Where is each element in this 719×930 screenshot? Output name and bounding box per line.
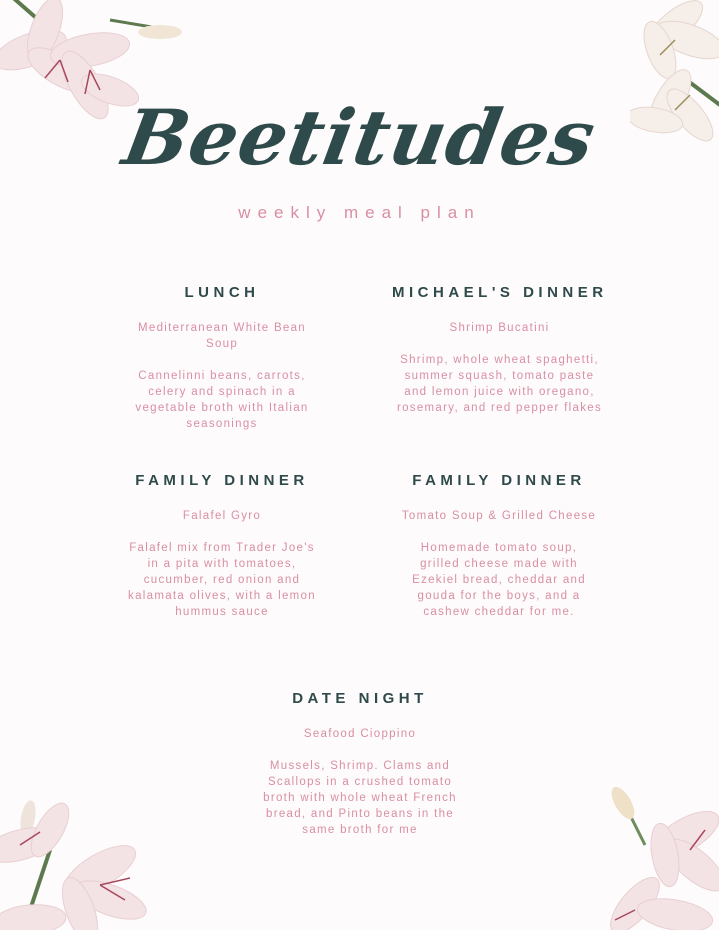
michaels-dinner-section xyxy=(392,284,607,416)
section-heading: MICHAEL'S DINNER xyxy=(392,284,608,301)
dish-name: Seafood Cioppino xyxy=(303,728,417,740)
dish-name: Tomato Soup & Grilled Cheese xyxy=(401,510,597,522)
dish-description: Mussels, Shrimp. Clams and Scallops in a crushed tomato broth with whole wheat French bread, and Pinto beans in the same broth for me xyxy=(263,760,457,836)
section-heading: LUNCH xyxy=(184,284,260,301)
dish-name: Falafel Gyro xyxy=(182,510,262,522)
lily-flower-icon xyxy=(0,790,170,930)
section-heading: DATE NIGHT xyxy=(292,690,428,707)
dish-description: Falafel mix from Trader Joe's in a pita with tomatoes, cucumber, red onion and kalamata olives, with a lemon hummus sauce xyxy=(128,542,316,618)
family-dinner-section xyxy=(122,472,322,620)
section-heading: FAMILY DINNER xyxy=(135,472,309,489)
family-dinner-section-2 xyxy=(400,472,598,620)
dish-name: Shrimp Bucatini xyxy=(449,322,550,334)
lunch-section xyxy=(122,284,322,432)
page-subtitle: weekly meal plan xyxy=(238,203,481,222)
page-title: Beetitudes xyxy=(116,93,603,182)
date-night-section xyxy=(262,690,458,838)
dish-description: Homemade tomato soup, grilled cheese made with Ezekiel bread, cheddar and gouda for the boys, and a cashew cheddar for me. xyxy=(412,542,586,618)
dish-description: Cannelinni beans, carrots, celery and spinach in a vegetable broth with Italian seasonings xyxy=(135,370,309,430)
dish-name: Mediterranean White Bean Soup xyxy=(138,322,306,350)
lily-flower-icon xyxy=(595,785,719,930)
dish-description: Shrimp, whole wheat spaghetti, summer squash, tomato paste and lemon juice with oregano, rosemary, and red pepper flakes xyxy=(396,354,602,414)
section-heading: FAMILY DINNER xyxy=(412,472,586,489)
